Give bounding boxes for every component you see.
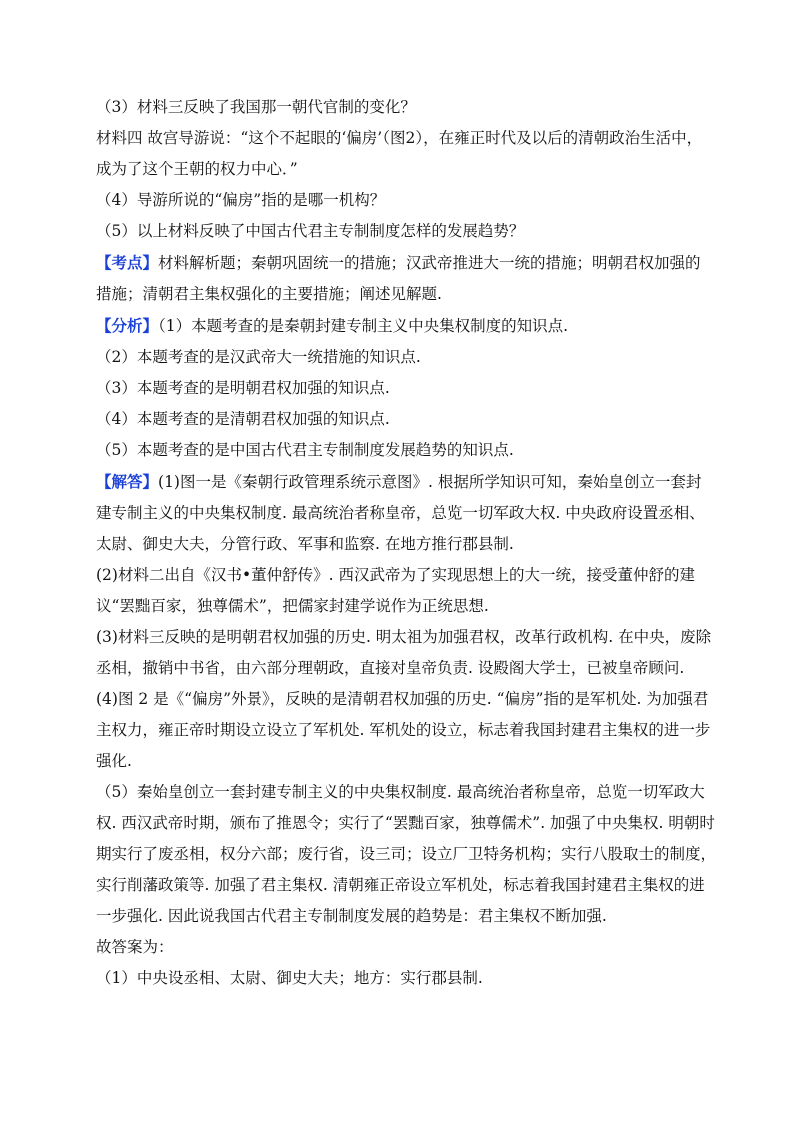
jieda-text-2: (2)材料二出自《汉书•董仲舒传》. 西汉武帝为了实现思想上的大一统，接受董仲舒的建议“罢黜百家，独尊儒术”，把儒家封建学说作为正统思想.: [96, 566, 695, 615]
answer-intro-text: 故答案为：: [96, 938, 174, 956]
jieda-item-3: [96, 622, 716, 684]
jieda-text-3: (3)材料三反映的是明朝君权加强的历史. 明太祖为加强君权，改革行政机构. 在中央，废除丞相，撤销中书省，由六部分理朝政，直接对皇帝负责. 设殿阁大学士，已被皇帝顾问.: [96, 628, 712, 677]
jieda-item-5: [96, 777, 716, 932]
document-body: [96, 92, 716, 994]
question-3-text: （3）材料三反映了我国那一朝代官制的变化？: [96, 98, 416, 116]
kaodian-section: [96, 247, 716, 310]
material-4-text: 材料四 故宫导游说：“这个不起眼的‘偏房’（图2），在雍正时代及以后的清朝政治生活中，成为了这个王朝的权力中心．”: [96, 129, 703, 178]
fenxi-text-4: （4）本题考查的是清朝君权加强的知识点.: [96, 410, 390, 428]
material-4: [96, 123, 716, 185]
jieda-text-1: (1)图一是《秦朝行政管理系统示意图》. 根据所学知识可知，秦始皇创立一套封建专制主义的中央集权制度. 最高统治者称皇帝，总览一切军政大权. 中央政府设置丞相、太尉、御史大夫，分管行政、军事和监察. 在地方推行郡县制.: [96, 473, 705, 553]
question-3: [96, 92, 716, 123]
jieda-item-2: [96, 560, 716, 622]
fenxi-tag: 【分析】: [96, 316, 159, 335]
answer-intro: [96, 932, 716, 963]
question-4: [96, 185, 716, 216]
question-5-text: （5）以上材料反映了中国古代君主专制制度怎样的发展趋势？: [96, 222, 525, 240]
fenxi-item-5: [96, 435, 716, 466]
fenxi-section: [96, 310, 716, 342]
fenxi-item-2: [96, 342, 716, 373]
jieda-item-4: [96, 684, 716, 777]
kaodian-tag: 【考点】: [96, 253, 159, 272]
fenxi-text-1: （1）本题考查的是秦朝封建专制主义中央集权制度的知识点.: [158, 317, 569, 335]
fenxi-text-2: （2）本题考查的是汉武帝大一统措施的知识点.: [96, 348, 421, 366]
fenxi-item-4: [96, 404, 716, 435]
kaodian-text: 材料解析题；秦朝巩固统一的措施；汉武帝推进大一统的措施；明朝君权加强的措施；清朝君主集权强化的主要措施；阐述见解题.: [96, 254, 701, 303]
answer-1: [96, 963, 716, 994]
jieda-text-4: (4)图 2 是《“偏房”外景》，反映的是清朝君权加强的历史. “偏房”指的是军机处. 为加强君主权力，雍正帝时期设立设立了军机处. 军机处的设立，标志着我国封建君主集权的进一步强化.: [96, 690, 711, 770]
jieda-tag: 【解答】: [96, 472, 159, 491]
jieda-text-5: （5）秦始皇创立一套封建专制主义的中央集权制度. 最高统治者称皇帝，总览一切军政大权. 西汉武帝时期，颁布了推恩令；实行了“罢黜百家，独尊儒术”. 加强了中央集权. 明朝时期实行了废丞相，权分六部；废行省，设三司；设立厂卫特务机构；实行八股取士的制度，实行削藩政策等. 加强了君主集权. 清朝雍正帝设立军机处，标志着我国封建君主集权的进一步强化. 因此说我国古代君主专制制度发展的趋势是：君主集权不断加强.: [96, 783, 717, 925]
answer-1-text: （1）中央设丞相、太尉、御史大夫；地方：实行郡县制.: [96, 969, 483, 987]
jieda-section: [96, 466, 716, 560]
fenxi-text-3: （3）本题考查的是明朝君权加强的知识点.: [96, 379, 390, 397]
question-5: [96, 216, 716, 247]
fenxi-item-3: [96, 373, 716, 404]
question-4-text: （4）导游所说的“偏房”指的是哪一机构？: [96, 191, 386, 209]
fenxi-text-5: （5）本题考查的是中国古代君主专制制度发展趋势的知识点.: [96, 441, 514, 459]
